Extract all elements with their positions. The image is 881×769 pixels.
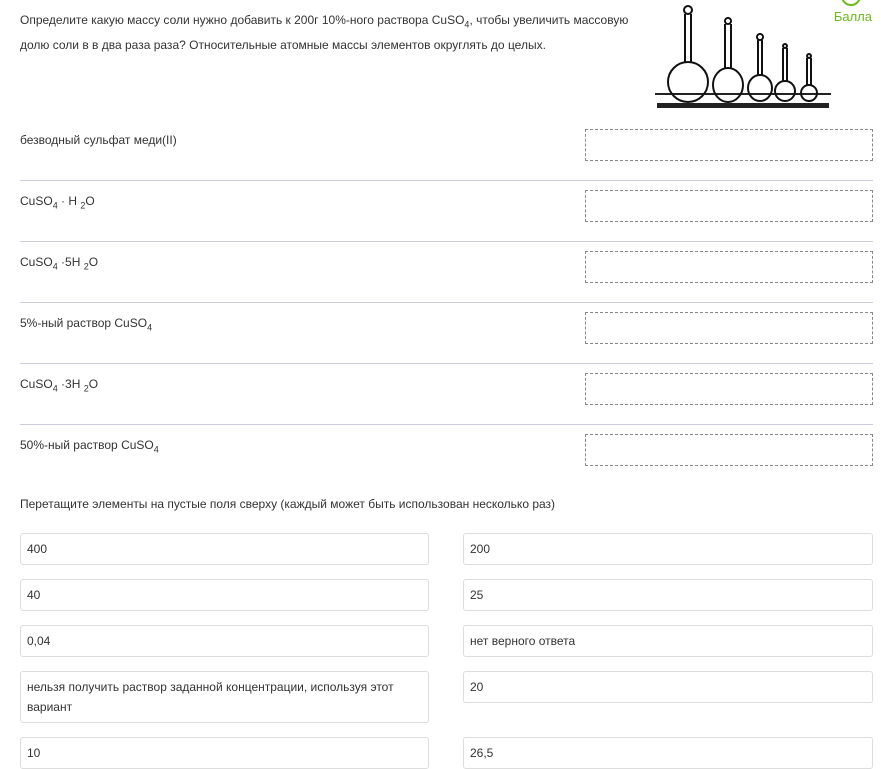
answer-row xyxy=(20,302,873,364)
question-text xyxy=(20,10,630,55)
drop-zone[interactable] xyxy=(585,434,873,466)
question-sub: 4 xyxy=(464,19,470,30)
answer-row xyxy=(20,180,873,242)
drop-zone[interactable] xyxy=(585,373,873,405)
f: ·5H xyxy=(57,255,84,269)
score-ring-icon xyxy=(841,0,861,6)
question-part: , чтобы увеличить массовую долю соли в в два раза раза? Относительные атомные массы элементов округлять до целых. xyxy=(20,13,629,52)
drag-item[interactable]: 10 xyxy=(20,737,429,769)
f: O xyxy=(85,194,95,208)
drop-zone[interactable] xyxy=(585,312,873,344)
f: 4 xyxy=(52,261,58,272)
flasks-image xyxy=(655,2,831,110)
f: CuSO xyxy=(20,255,53,269)
drag-item[interactable]: 400 xyxy=(20,533,429,565)
drop-zone[interactable] xyxy=(585,190,873,222)
row-label: безводный сульфат меди(II) xyxy=(20,133,177,147)
drag-item[interactable]: нет верного ответа xyxy=(463,625,873,657)
answer-row xyxy=(20,363,873,425)
f: 4 xyxy=(52,383,58,394)
drop-zone[interactable] xyxy=(585,251,873,283)
f: 50%-ный раствор CuSO xyxy=(20,438,154,452)
f: O xyxy=(88,255,99,269)
score-label: Балла xyxy=(833,9,872,24)
question-part: Определите какую массу соли нужно добавить к 200г 10%-ного раствора CuSO xyxy=(20,13,465,27)
f: 4 xyxy=(153,444,159,455)
row-label xyxy=(20,316,152,332)
row-label xyxy=(20,438,159,454)
f: CuSO xyxy=(20,377,53,391)
f: 2 xyxy=(80,200,86,211)
f: 4 xyxy=(147,322,153,333)
drag-item[interactable]: 0,04 xyxy=(20,625,429,657)
f: 5%-ный раствор CuSO xyxy=(20,316,148,330)
row-label xyxy=(20,377,98,393)
drag-item[interactable]: 40 xyxy=(20,579,429,611)
f: O xyxy=(88,377,99,391)
f: · H xyxy=(57,194,81,208)
drag-item[interactable]: 20 xyxy=(463,671,873,703)
f: ·3H xyxy=(57,377,84,391)
drag-item[interactable]: 25 xyxy=(463,579,873,611)
row-label xyxy=(20,255,98,271)
drag-item[interactable]: 26,5 xyxy=(463,737,873,769)
drop-zone[interactable] xyxy=(585,129,873,161)
drag-item[interactable]: 200 xyxy=(463,533,873,565)
drag-hint: Перетащите элементы на пустые поля сверху (каждый может быть использован несколько раз) xyxy=(20,497,556,511)
answer-row xyxy=(20,119,873,181)
f: 4 xyxy=(52,200,58,211)
f: 2 xyxy=(83,383,89,394)
f: 2 xyxy=(83,261,89,272)
answer-row xyxy=(20,424,873,485)
row-label xyxy=(20,194,95,210)
drag-item[interactable]: нельзя получить раствор заданной концентрации, используя этот вариант xyxy=(20,671,429,723)
f: CuSO xyxy=(20,194,53,208)
answer-row xyxy=(20,241,873,303)
